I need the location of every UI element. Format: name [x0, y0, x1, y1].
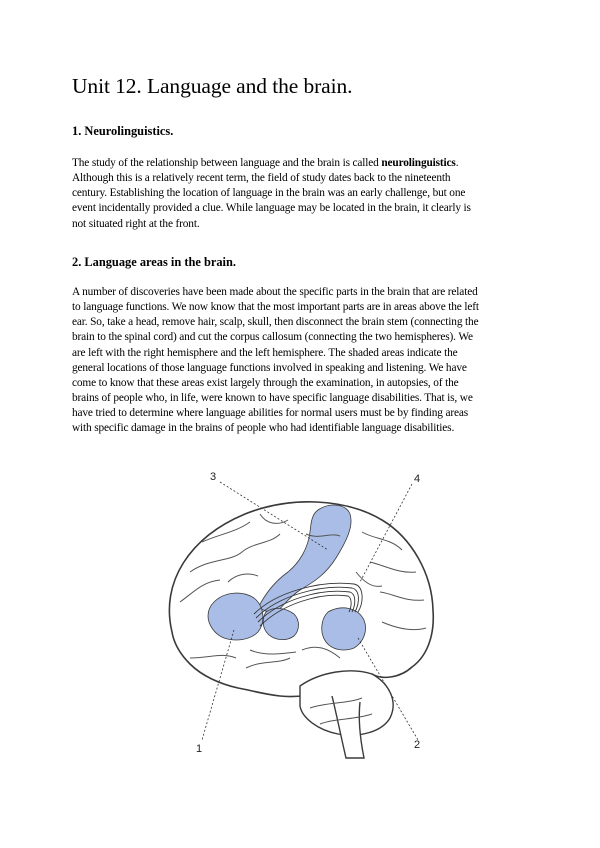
paragraph-line: ear. So, take a head, remove hair, scalp, skull, then disconnect the brain stem (connecting the — [72, 316, 479, 329]
term-neurolinguistics: neurolinguistics — [381, 157, 456, 169]
paragraph-line: event incidentally provided a clue. While language may be located in the brain, it clearly is — [72, 202, 471, 215]
brain-illustration — [150, 462, 450, 762]
figure-label-3: 3 — [210, 471, 217, 483]
paragraph-line: with specific damage in the brains of people who had identifiable language disabilities. — [72, 422, 455, 435]
line-text: . — [455, 157, 459, 169]
paragraph-language-areas — [72, 285, 528, 437]
section-heading-language-areas: 2. Language areas in the brain. — [72, 255, 236, 269]
paragraph-line: general locations of those language functions involved in speaking and listening. We have — [72, 361, 467, 374]
paragraph-line: A number of discoveries have been made about the specific parts in the brain that are related — [72, 286, 478, 298]
paragraph-line: not situated right at the front. — [72, 217, 200, 230]
paragraph-line: have tried to determine where language abilities for normal users must be by finding areas — [72, 407, 468, 420]
paragraph-line: to language functions. We now know that the most important parts are in areas above the left — [72, 301, 479, 314]
brain-outline — [169, 502, 433, 697]
paragraph-line: Although this is a relatively recent term, the field of study dates back to the nineteenth — [72, 172, 451, 185]
figure-label-4: 4 — [414, 473, 421, 485]
paragraph-neurolinguistics — [72, 156, 528, 232]
figure-label-1: 1 — [196, 743, 203, 755]
language-area-wernicke — [322, 608, 366, 650]
brain-diagram — [150, 462, 450, 762]
paragraph-line: brains of people who, in life, were known to have specific language disabilities. That is, we — [72, 392, 473, 405]
page-title: Unit 12. Language and the brain. — [72, 74, 353, 98]
paragraph-line: brain to the spinal cord) and cut the corpus callosum (connecting the two hemispheres). We — [72, 331, 473, 344]
section-heading-neurolinguistics: 1. Neurolinguistics. — [72, 124, 174, 138]
language-area-broca — [208, 593, 263, 640]
line-text: The study of the relationship between language and the brain is called — [72, 157, 382, 169]
figure-label-2: 2 — [414, 739, 421, 751]
paragraph-line: are left with the right hemisphere and the left hemisphere. The shaded areas indicate the — [72, 346, 458, 359]
paragraph-line: come to know that these areas exist largely through the examination, in autopsies, of the — [72, 376, 459, 389]
paragraph-line — [72, 156, 528, 171]
paragraph-line: century. Establishing the location of language in the brain was an early challenge, but one — [72, 187, 466, 200]
